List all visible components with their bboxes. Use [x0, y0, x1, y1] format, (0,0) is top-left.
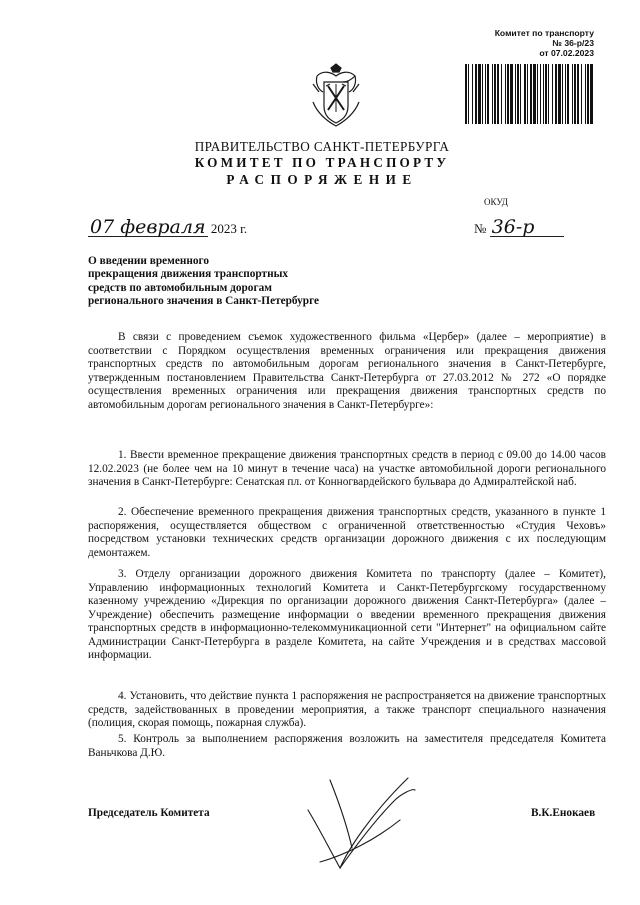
barcode-bar: [565, 64, 566, 124]
barcode-bar: [475, 64, 477, 124]
barcode-bar: [585, 64, 586, 124]
coat-of-arms-icon: [309, 62, 363, 128]
barcode-bar: [501, 64, 502, 124]
title-line: регионального значения в Санкт-Петербурге: [88, 295, 320, 308]
item-3: 3. Отделу организации дорожного движения Комитета по транспорту (далее – Комитет), Управлению информационных технологий Комитета и Санкт-Петербургскому государственному казенному учреждению «Дирекция по организации дорожного движения Санкт-Петербурга» (далее – Учреждение) обеспечить размещение информации о введении временного прекращения движения транспортных средств в информационно-телекоммуникационной сети "Интернет" на официальном сайте Администрации Санкт-Петербурга в разделе Комитета, на сайте Учреждения и в средствах массовой информации.: [88, 568, 606, 661]
number-prefix: №: [474, 221, 487, 236]
barcode-bar: [507, 64, 509, 124]
date-year: 2023 г.: [210, 221, 248, 236]
item-4: 4. Установить, что действие пункта 1 распоряжения не распространяется на движение транспортных средств, задействованных в проведении мероприятия, а также транспорт специального назначения (полиция, скорая помощь, пожарная служба).: [88, 690, 606, 729]
barcode-bar: [517, 64, 519, 124]
barcode-bar: [577, 64, 579, 124]
title-line: прекращения движения транспортных: [88, 268, 289, 281]
barcode-bar: [468, 64, 469, 124]
barcode-bar: [572, 64, 573, 124]
barcode-bar: [482, 64, 483, 124]
document-title: [88, 255, 388, 309]
stamp-line-3: от 07.02.2023: [539, 48, 594, 58]
barcode-icon: [463, 64, 593, 124]
barcode-bar: [587, 64, 589, 124]
barcode-bar: [545, 64, 547, 124]
okud-label: ОКУД: [484, 197, 508, 207]
barcode-bar: [562, 64, 563, 124]
barcode-bar: [487, 64, 489, 124]
barcode-bar: [478, 64, 481, 124]
barcode-bar: [581, 64, 582, 124]
intro-paragraph: В связи с проведением съемок художественного фильма «Цербер» (далее – мероприятие) в соответствии с Порядком осуществления временных ограничения или прекращения движения транспортных средств по автомобильным дорогам регионального значения в Санкт-Петербурге, утвержденным постановлением Правительства Санкт-Петербурга от 27.03.2012 № 272 «О порядке осуществления временных ограничения или прекращения движения транспортных средств по автомобильным дорогам регионального значения в Санкт-Петербурге»:: [88, 331, 606, 411]
barcode-bar: [510, 64, 513, 124]
item-5: 5. Контроль за выполнением распоряжения возложить на заместителя председателя Комитета Ваньчкова Д.Ю.: [88, 733, 606, 759]
barcode-bar: [465, 64, 467, 124]
date-handwritten: 07 февраля: [90, 216, 206, 238]
signatory-role: Председатель Комитета: [88, 807, 210, 819]
title-line: О введении временного: [88, 255, 210, 267]
signatory-name: В.К.Енокаев: [531, 807, 596, 819]
barcode-bar: [548, 64, 549, 124]
barcode-bar: [555, 64, 557, 124]
barcode-bar: [485, 64, 486, 124]
barcode-bar: [540, 64, 541, 124]
document-type: РАСПОРЯЖЕНИЕ: [226, 172, 418, 187]
barcode-bar: [552, 64, 553, 124]
barcode-bar: [558, 64, 561, 124]
barcode-bar: [567, 64, 569, 124]
handwritten-signature-icon: [300, 760, 420, 875]
barcode-bar: [590, 64, 593, 124]
barcode-bar: [505, 64, 506, 124]
stamp-line-1: Комитет по транспорту: [494, 28, 594, 38]
barcode-bar: [472, 64, 473, 124]
committee-title: КОМИТЕТ ПО ТРАНСПОРТУ: [194, 155, 450, 170]
item-1: 1. Ввести временное прекращение движения транспортных средств в период с 09.00 до 14.00 часов 12.02.2023 (не более чем на 10 минут в течение часа) на участке автомобильной дороги регионального значения в Санкт-Петербурге: Сенатская пл. от Конногвардейского бульвара до Адмиралтейской наб.: [88, 449, 606, 488]
document-date: [88, 218, 247, 237]
barcode-bar: [515, 64, 516, 124]
barcode-bar: [530, 64, 532, 124]
government-title: ПРАВИТЕЛЬСТВО САНКТ-ПЕТЕРБУРГА: [194, 139, 450, 154]
barcode-bar: [537, 64, 538, 124]
barcode-bar: [527, 64, 528, 124]
barcode-bar: [524, 64, 526, 124]
item-2: 2. Обеспечение временного прекращения движения транспортных средств, указанного в пункте 1 распоряжения, осуществляется обществом с ограниченной ответственностью «Студия Чеховъ» посредством установки технических средств организации дорожного движения с их последующим демонтажем.: [88, 506, 606, 559]
barcode-bar: [492, 64, 493, 124]
title-line: средств по автомобильным дорогам: [88, 281, 272, 294]
number-handwritten: 36-р: [490, 218, 564, 237]
barcode-bar: [520, 64, 521, 124]
barcode-bar: [574, 64, 576, 124]
barcode-bar: [543, 64, 544, 124]
document-number: [474, 218, 564, 237]
barcode-bar: [533, 64, 536, 124]
barcode-bar: [494, 64, 496, 124]
stamp-line-2: № 36-р/23: [552, 38, 594, 48]
barcode-bar: [497, 64, 499, 124]
registration-stamp: [472, 28, 594, 58]
